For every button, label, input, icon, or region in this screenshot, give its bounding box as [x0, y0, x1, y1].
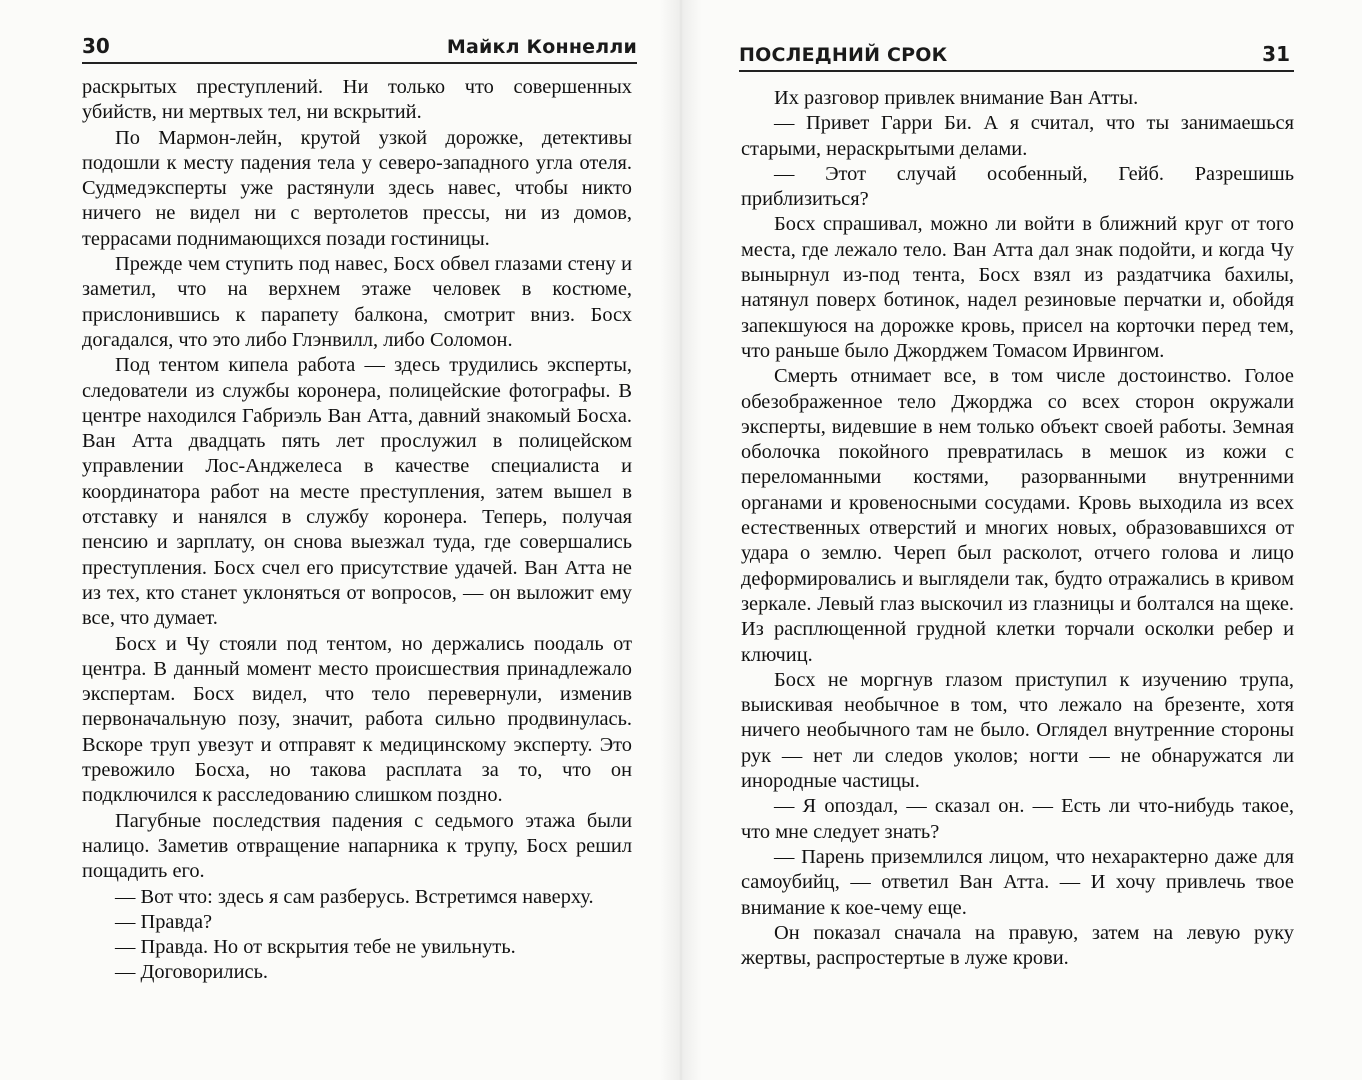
- paragraph: По Мармон-лейн, крутой узкой дорожке, детективы подошли к месту падения тела у северо-западного угла отеля. Судмедэксперты уже растянули здесь навес, чтобы никто ничего не видел ни с вертолетов прессы, ни из домов, террасами поднимающихся позади гостиницы.: [82, 126, 632, 250]
- right-page-number: 31: [1262, 42, 1290, 66]
- left-page-number: 30: [82, 34, 110, 58]
- paragraph: Босх спрашивал, можно ли войти в ближний круг от того места, где лежало тело. Ван Атта дал знак подойти, и когда Чу вынырнул из-под тента, Босх взял из раздатчика бахилы, натянул поверх ботинок, надел резиновые перчатки и, обойдя запекшуюся на дорожке кровь, присел на корточки перед тем, что раньше было Джорджем Томасом Ирвингом.: [741, 213, 1294, 362]
- paragraph: Он показал сначала на правую, затем на левую руку жертвы, распростертые в луже крови.: [741, 921, 1294, 970]
- left-header-author: Майкл Коннелли: [446, 36, 637, 58]
- paragraph: Пагубные последствия падения с седьмого этажа были налицо. Заметив отвращение напарника к трупу, Босх решил пощадить его.: [82, 809, 632, 883]
- paragraph: Босх не моргнув глазом приступил к изучению трупа, выискивая необычное в том, что лежало на брезенте, хотя ничего необычного там не было. Оглядел внутренние стороны рук — нет ли следов уколов; ногти — не обнаружатся ли инородные частицы.: [741, 668, 1294, 793]
- dialogue-line: — Привет Гарри Би. А я считал, что ты занимаешься старыми, нераскрытыми делами.: [741, 112, 1294, 160]
- right-page-body: [741, 86, 1294, 971]
- paragraph: Смерть отнимает все, в том числе достоинство. Голое обезображенное тело Джорджа со всех сторон окружали эксперты, видевшие в нем только объект своей работы. Земная оболочка покойного превратилась в мешок из кожи с переломанными костями, разорванными внутренними органами и кровеносными сосудами. Кровь выходила из всех естественных отверстий и многих новых, образовавшихся от удара о землю. Череп был расколот, отчего голова и лицо деформировались и выглядели так, будто отражались в кривом зеркале. Левый глаз выскочил из глазницы и болтался на щеке. Из расплющенной грудной клетки торчали осколки ребер и ключиц.: [741, 365, 1294, 666]
- right-header-book-title: ПОСЛЕДНИЙ СРОК: [739, 44, 948, 66]
- left-running-header: [82, 30, 637, 64]
- paragraph: Босх и Чу стояли под тентом, но держались поодаль от центра. В данный момент место происшествия принадлежало экспертам. Босх видел, что тело перевернули, изменив первоначальную позу, значит, работа сильно продвинулась. Вскоре труп увезут и отправят к медицинскому эксперту. Это тревожило Босха, но такова расплата за то, что он подключился к расследованию слишком поздно.: [82, 632, 632, 807]
- paragraph: раскрытых преступлений. Ни только что совершенных убийств, ни мертвых тел, ни вскрытий.: [82, 76, 632, 124]
- dialogue-line: — Я опоздал, — сказал он. — Есть ли что-нибудь такое, что мне следует знать?: [741, 795, 1294, 843]
- dialogue-line: — Парень приземлился лицом, что нехарактерно даже для самоубийц, — ответил Ван Атта. — И хочу привлечь твое внимание к кое-чему еще.: [741, 845, 1294, 919]
- dialogue-line: — Правда?: [115, 910, 213, 933]
- paragraph: Под тентом кипела работа — здесь трудились эксперты, следователи из службы коронера, полицейские фотографы. В центре находился Габриэль Ван Атта, давний знакомый Босха. Ван Атта двадцать пять лет прослужил в полицейском управлении Лос-Анджелеса в качестве специалиста и координатора работ на месте преступления, затем вышел в отставку и нанялся в службу коронера. Теперь, получая пенсию и зарплату, он снова выезжал туда, где совершались преступления. Босх счел его присутствие удачей. Ван Атта не из тех, кто станет уклоняться от вопросов, — он выложит ему все, что думает.: [82, 354, 632, 630]
- dialogue-line: — Договорились.: [115, 961, 268, 984]
- left-page-body: [82, 75, 632, 986]
- dialogue-line: — Этот случай особенный, Гейб. Разрешишь приблизиться?: [741, 162, 1294, 211]
- right-running-header: [739, 38, 1294, 72]
- paragraph: Прежде чем ступить под навес, Босх обвел глазами стену и заметил, что на верхнем этаже человек в костюме, прислонившись к парапету балкона, смотрит вниз. Босх догадался, что это либо Глэнвилл, либо Соломон.: [82, 253, 632, 351]
- right-page: [681, 0, 1362, 1080]
- dialogue-line: — Правда. Но от вскрытия тебе не увильнуть.: [115, 936, 516, 959]
- dialogue-line: — Вот что: здесь я сам разберусь. Встретимся наверху.: [115, 885, 594, 908]
- paragraph: Их разговор привлек внимание Ван Атты.: [774, 87, 1139, 109]
